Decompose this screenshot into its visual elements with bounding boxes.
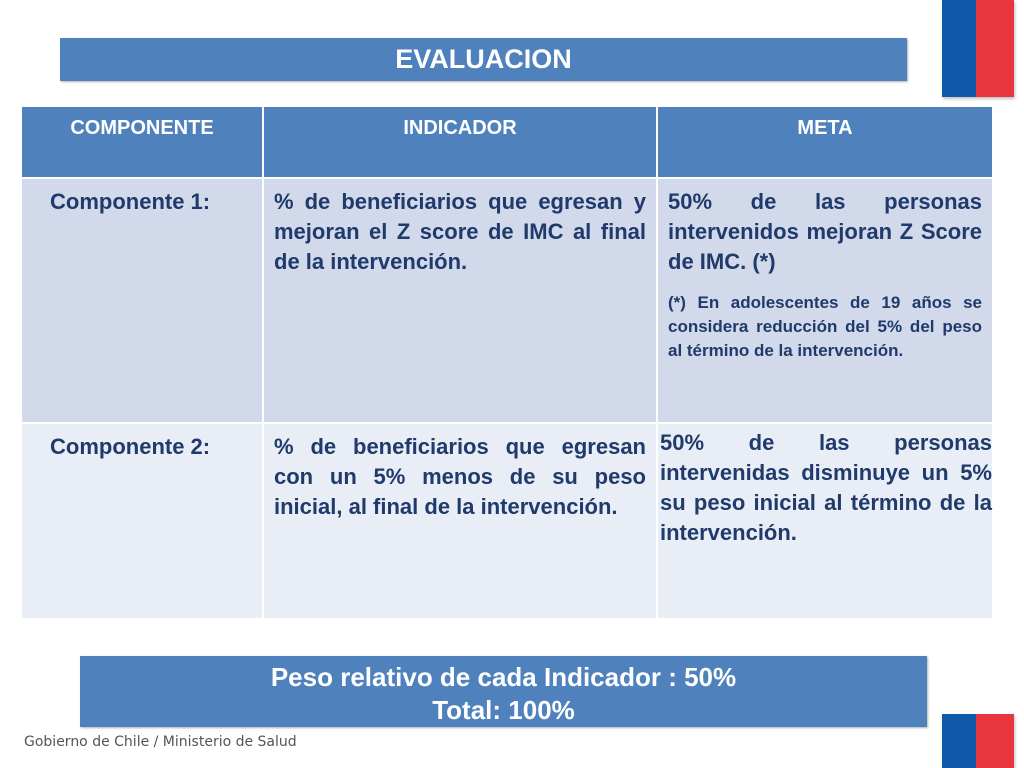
header-indicador: INDICADOR <box>263 106 657 178</box>
footer-text: Gobierno de Chile / Ministerio de Salud <box>24 734 297 750</box>
summary-total: Total: 100% <box>432 695 575 725</box>
row1-meta-note: (*) En adolescentes de 19 años se considera reducción del 5% del peso al término de la intervención. <box>668 293 982 360</box>
row1-componente: Componente 1: <box>21 178 263 423</box>
row2-meta: 50% de las personas intervenidas disminuye un 5% su peso inicial al término de la intervención. <box>657 423 993 619</box>
row2-indicador: % de beneficiarios que egresan con un 5% menos de su peso inicial, al final de la intervención. <box>263 423 657 619</box>
table-header-row <box>21 106 993 178</box>
header-componente: COMPONENTE <box>21 106 263 178</box>
row1-meta-cell <box>657 178 993 423</box>
evaluation-table <box>20 105 994 620</box>
table-row <box>21 423 993 619</box>
row2-componente: Componente 2: <box>21 423 263 619</box>
page-title: EVALUACION <box>60 38 907 81</box>
table-row <box>21 178 993 423</box>
row1-meta: 50% de las personas intervenidos mejoran Z Score de IMC. (*) <box>668 189 982 274</box>
gobierno-flag-logo-bottom <box>942 714 1014 768</box>
row1-indicador: % de beneficiarios que egresan y mejoran el Z score de IMC al final de la intervención. <box>263 178 657 423</box>
flag-red-stripe <box>976 0 1014 97</box>
flag-red-stripe <box>976 714 1014 768</box>
flag-blue-stripe <box>942 714 976 768</box>
gobierno-flag-logo <box>942 0 1014 97</box>
header-meta: META <box>657 106 993 178</box>
flag-blue-stripe <box>942 0 976 97</box>
summary-box <box>80 656 927 727</box>
summary-weight: Peso relativo de cada Indicador : 50% <box>270 662 737 692</box>
